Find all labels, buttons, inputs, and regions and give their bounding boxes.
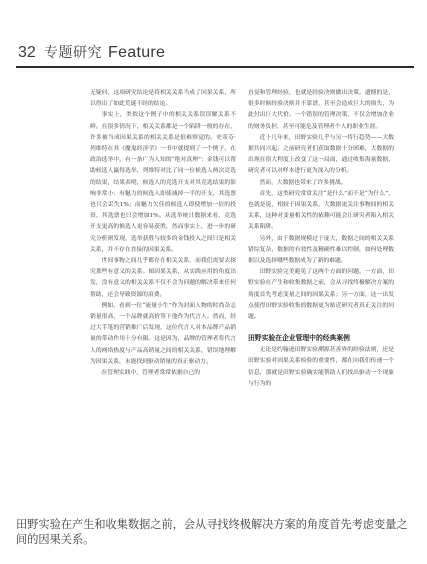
header-rule — [16, 66, 414, 68]
body-paragraph: 直觉和管理经验，也就是经验决则做出决策。遗憾的是，很多时候经验决则并不靠谱，甚至会造成巨大的损失，为此付出巨大代价。一个错误的管理决策，不仅会增加企业的财务负担，甚至可能危及管理者个人的职业生涯。 — [248, 90, 394, 130]
section-title-en: Feature — [108, 44, 166, 61]
body-paragraph: 首先，这类研究常常关注“是什么”而不是“为什么”，也就是说，相较于因果关系，大数据更关注事物间的相关关系，这种对变量相关性的依赖可能会让研究者陷入相关关系陷阱。 — [248, 190, 394, 231]
section-title-cn: 专题研究 — [44, 45, 102, 61]
left-column — [90, 88, 236, 379]
body-paragraph: 近十几年来，田野实验几乎与另一将行趋势——大数据共同兴起。之前研究者们获取数据十分困难，大数据的出现在很大程度上改变了这一局面，通过收集海量数据，研究者可以对样本进行更为深入的分析。 — [248, 134, 394, 175]
body-paragraph: 世间事物之间几乎都存在相关关系，而我们需要去探究那些有意义的关系。图因果关系，从实践应用的角度出发，没有意义的相关关系不仅不会为问题的解决带来任何帮助，还会导致资源的浪费。 — [90, 258, 236, 298]
body-paragraph: 另外，由于数据规模过于庞大，数据之间的相关关系错综复杂，数据的有效性及精确性难以控制，如何处理数据以及选择哪些数据成为了新的难题。 — [248, 235, 394, 265]
page-number: 32 — [18, 44, 36, 61]
body-paragraph: 在管理实践中，管理者常常依据自己的 — [101, 370, 201, 377]
body-paragraph: 田野实验完美避免了这两个方面的问题。一方面，田野实验在产生和收集数据之前，会从寻找终极解决方案的角度首先考虑变量之间的因果关系；另一方面，这一出发点使得田野实验收集的数据更为贴近研究者真正关注的问题。 — [248, 269, 394, 321]
body-paragraph: 例如，看到一位“流量小生”作为封面人物的时尚杂志销量很高，一个品牌就高价签下他作为代言人。然而，经过大手笔的营销推广后发现，这位代言人对本品牌产品销量的带动作用十分有限。这是因为，品牌的管理者将代言人的网络热度与产品高销量之间的相关关系，错误地理解为因果关系，未能找到驱动销量的真正驱动力。 — [90, 302, 236, 365]
section-subheading: 田野实验在企业管理中的经典案例 — [248, 334, 350, 343]
pull-quote: 田野实验在产生和收集数据之前，会从寻找终极解决方案的角度首先考虑变量之间的因果关系。 — [16, 518, 408, 546]
body-paragraph: 无疑问，这项研究结论是将相关关系当成了因果关系，所以得出了如此荒诞不经的结论。 — [90, 90, 236, 108]
body-paragraph: 事实上，类似这个例子中的相关关系误误解关系不鲜。在很多情况下，相关关系都是一个陷阱一般的存在，许多被当成因果关系的相关关系是很难察觉的。史蒂芬·列维特在其《魔鬼经济学》一书中就提到了一个例子。在政治选举中，有一条广为人知的“绝对真理”：金钱可以帮助候选人赢得选举，列维特对比了同一位候选人两次竞选的结果，结果表明，候选人的竞选开支对其竞选结果的影响非常小：有魅力的候选人即使减掉一半的开支，其选票也只会丢失1%；而魅力欠佳的候选人即使增加一倍的投资，其选票也只会增加1%。从选举统计数据来看，竞选开支更高的候选人更容易获胜，然而事实上，进一步的研究分析则发现，选举获胜与较多的金钱投入之间只是相关关系，并不存在直接的因果关系。 — [90, 112, 236, 253]
right-column — [248, 88, 394, 390]
body-paragraph: 无论是约翰逊田野实验溯源甚善界的经验法则，还是田野实验对因果关系检验的重要性，都在向我们传递一个信息，那就是田野实验确实能帮助人们找出驱动一个现象与行为的 — [248, 347, 394, 387]
body-paragraph: 然而，大数据也带来了许多挑战。 — [259, 179, 347, 186]
page-header — [0, 0, 427, 84]
